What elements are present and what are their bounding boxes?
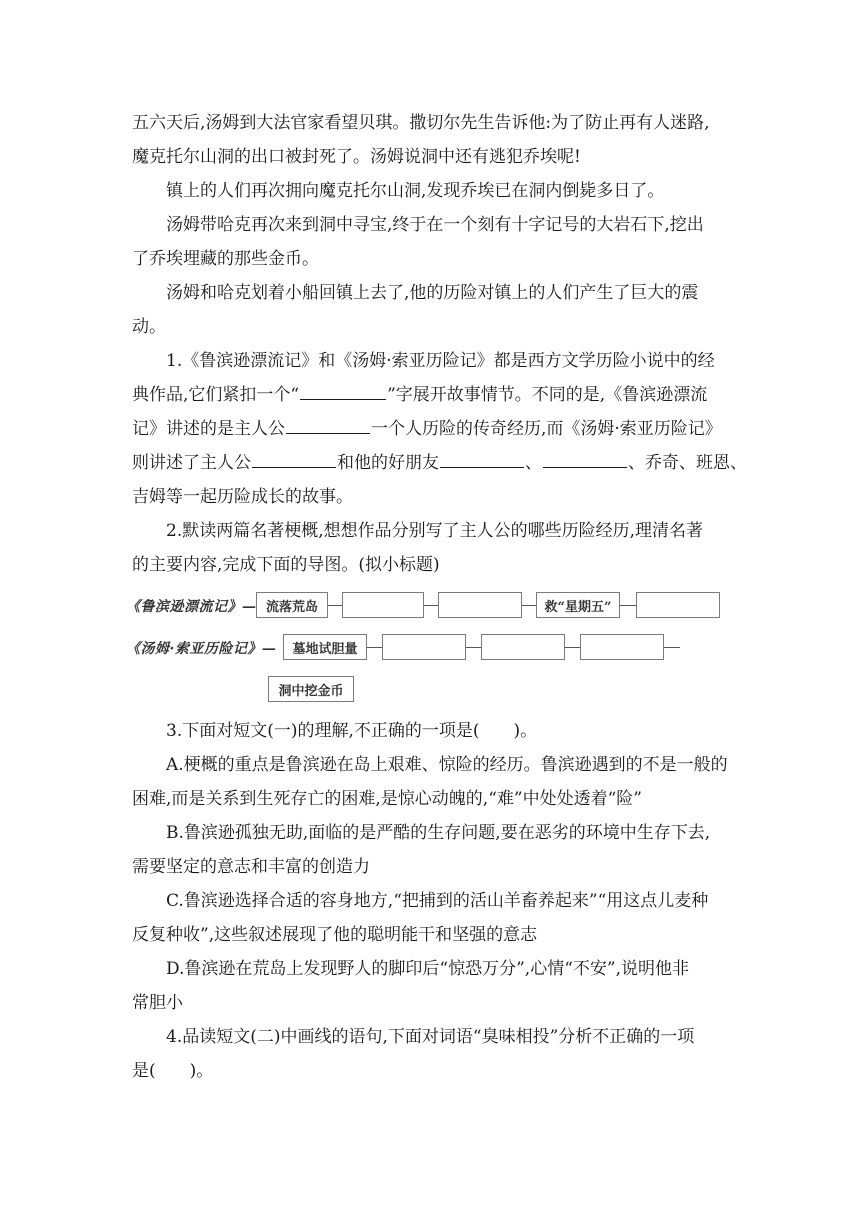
mind-map-empty-box[interactable] [382,634,466,660]
question-1-text: ”字展开故事情节。不同的是,《鲁滨逊漂流 [387,385,708,405]
option-d-line: D.鲁滨逊在荒岛上发现野人的脚印后“惊恐万分”,心情“不安”,说明他非 [166,959,689,979]
answer-blank[interactable] [543,449,627,468]
paragraph-line: 汤姆带哈克再次来到洞中寻宝,终于在一个刻有十字记号的大岩石下,挖出 [166,215,704,235]
question-1-text: 、乔奇、班恩、 [628,453,747,473]
connector-line [466,647,481,648]
mind-map-title-robinson: 《鲁滨逊漂流记》— [126,599,257,615]
question-1-text: 、 [525,453,542,473]
question-2-line: 的主要内容,完成下面的导图。(拟小标题) [132,555,440,575]
answer-blank[interactable] [440,449,524,468]
option-c-line: C.鲁滨逊选择合适的容身地方,“把捕到的活山羊畜养起来”“用这点儿麦种 [166,891,709,911]
question-1-line: 1.《鲁滨逊漂流记》和《汤姆·索亚历险记》都是西方文学历险小说中的经 [166,351,715,371]
mind-map-empty-box[interactable] [438,592,522,618]
paragraph-line: 五六天后,汤姆到大法官家看望贝琪。撒切尔先生告诉他:为了防止再有人迷路, [132,113,710,133]
mind-map-empty-box[interactable] [636,592,720,618]
question-2-line: 2.默读两篇名著梗概,想想作品分别写了主人公的哪些历险经历,理清名著 [166,521,704,541]
question-4-line: 4.品读短文(二)中画线的语句,下面对词语“臭味相投”分析不正确的一项 [166,1027,695,1047]
mind-map-title-tom: 《汤姆·索亚历险记》— [126,641,277,657]
paragraph-line: 了乔埃埋藏的那些金币。 [132,249,319,269]
question-1-line: 吉姆等一起历险成长的故事。 [132,487,353,507]
connector-line [664,647,680,648]
paragraph-line: 汤姆和哈克划着小船回镇上去了,他的历险对镇上的人们产生了巨大的震 [166,283,699,303]
mind-map-empty-box[interactable] [481,634,565,660]
mind-map [126,586,746,706]
answer-blank[interactable] [300,381,386,400]
answer-blank[interactable] [252,449,336,468]
option-a-line: 困难,而是关系到生死存亡的困难,是惊心动魄的,“难”中处处透着“险” [132,789,642,809]
question-1-line [132,412,732,446]
question-3-stem: 3.下面对短文(一)的理解,不正确的一项是( )。 [166,721,538,741]
answer-blank[interactable] [286,415,370,434]
question-1-text: 一个人历险的传奇经历,而《汤姆·索亚历险记》 [371,419,722,439]
connector-line [367,647,382,648]
mind-map-node: 救“星期五” [536,592,620,618]
question-1-text: 典作品,它们紧扣一个“ [132,385,300,405]
mind-map-empty-box[interactable] [580,634,664,660]
paragraph-line: 镇上的人们再次拥向魔克托尔山洞,发现乔埃已在洞内倒毙多日了。 [166,181,665,201]
option-b-line: B.鲁滨逊孤独无助,面临的是严酷的生存问题,要在恶劣的环境中生存下去, [166,823,711,843]
mind-map-empty-box[interactable] [342,592,424,618]
question-1-text: 和他的好朋友 [337,453,439,473]
paragraph-line: 魔克托尔山洞的出口被封死了。汤姆说洞中还有逃犯乔埃呢! [132,147,581,167]
paragraph-line: 动。 [132,317,166,337]
option-a-line: A.梗概的重点是鲁滨逊在岛上艰难、惊险的经历。鲁滨逊遇到的不是一般的 [166,755,728,775]
mind-map-node: 洞中挖金币 [268,676,354,702]
mind-map-node: 流落荒岛 [256,592,328,618]
connector-line [522,605,536,606]
connector-line [620,605,636,606]
option-b-line: 需要坚定的意志和丰富的创造力 [132,857,370,877]
connector-line [424,605,438,606]
question-4-line: 是( )。 [132,1061,214,1081]
question-1-line [132,378,732,412]
connector-line [328,605,342,606]
option-d-line: 常胆小 [132,993,183,1013]
connector-line [565,647,580,648]
option-c-line: 反复种收”,这些叙述展现了他的聪明能干和坚强的意志 [132,925,538,945]
question-1-text: 记》讲述的是主人公 [132,419,285,439]
question-1-line [132,446,747,480]
mind-map-node: 墓地试胆量 [283,634,367,660]
question-1-text: 则讲述了主人公 [132,453,251,473]
